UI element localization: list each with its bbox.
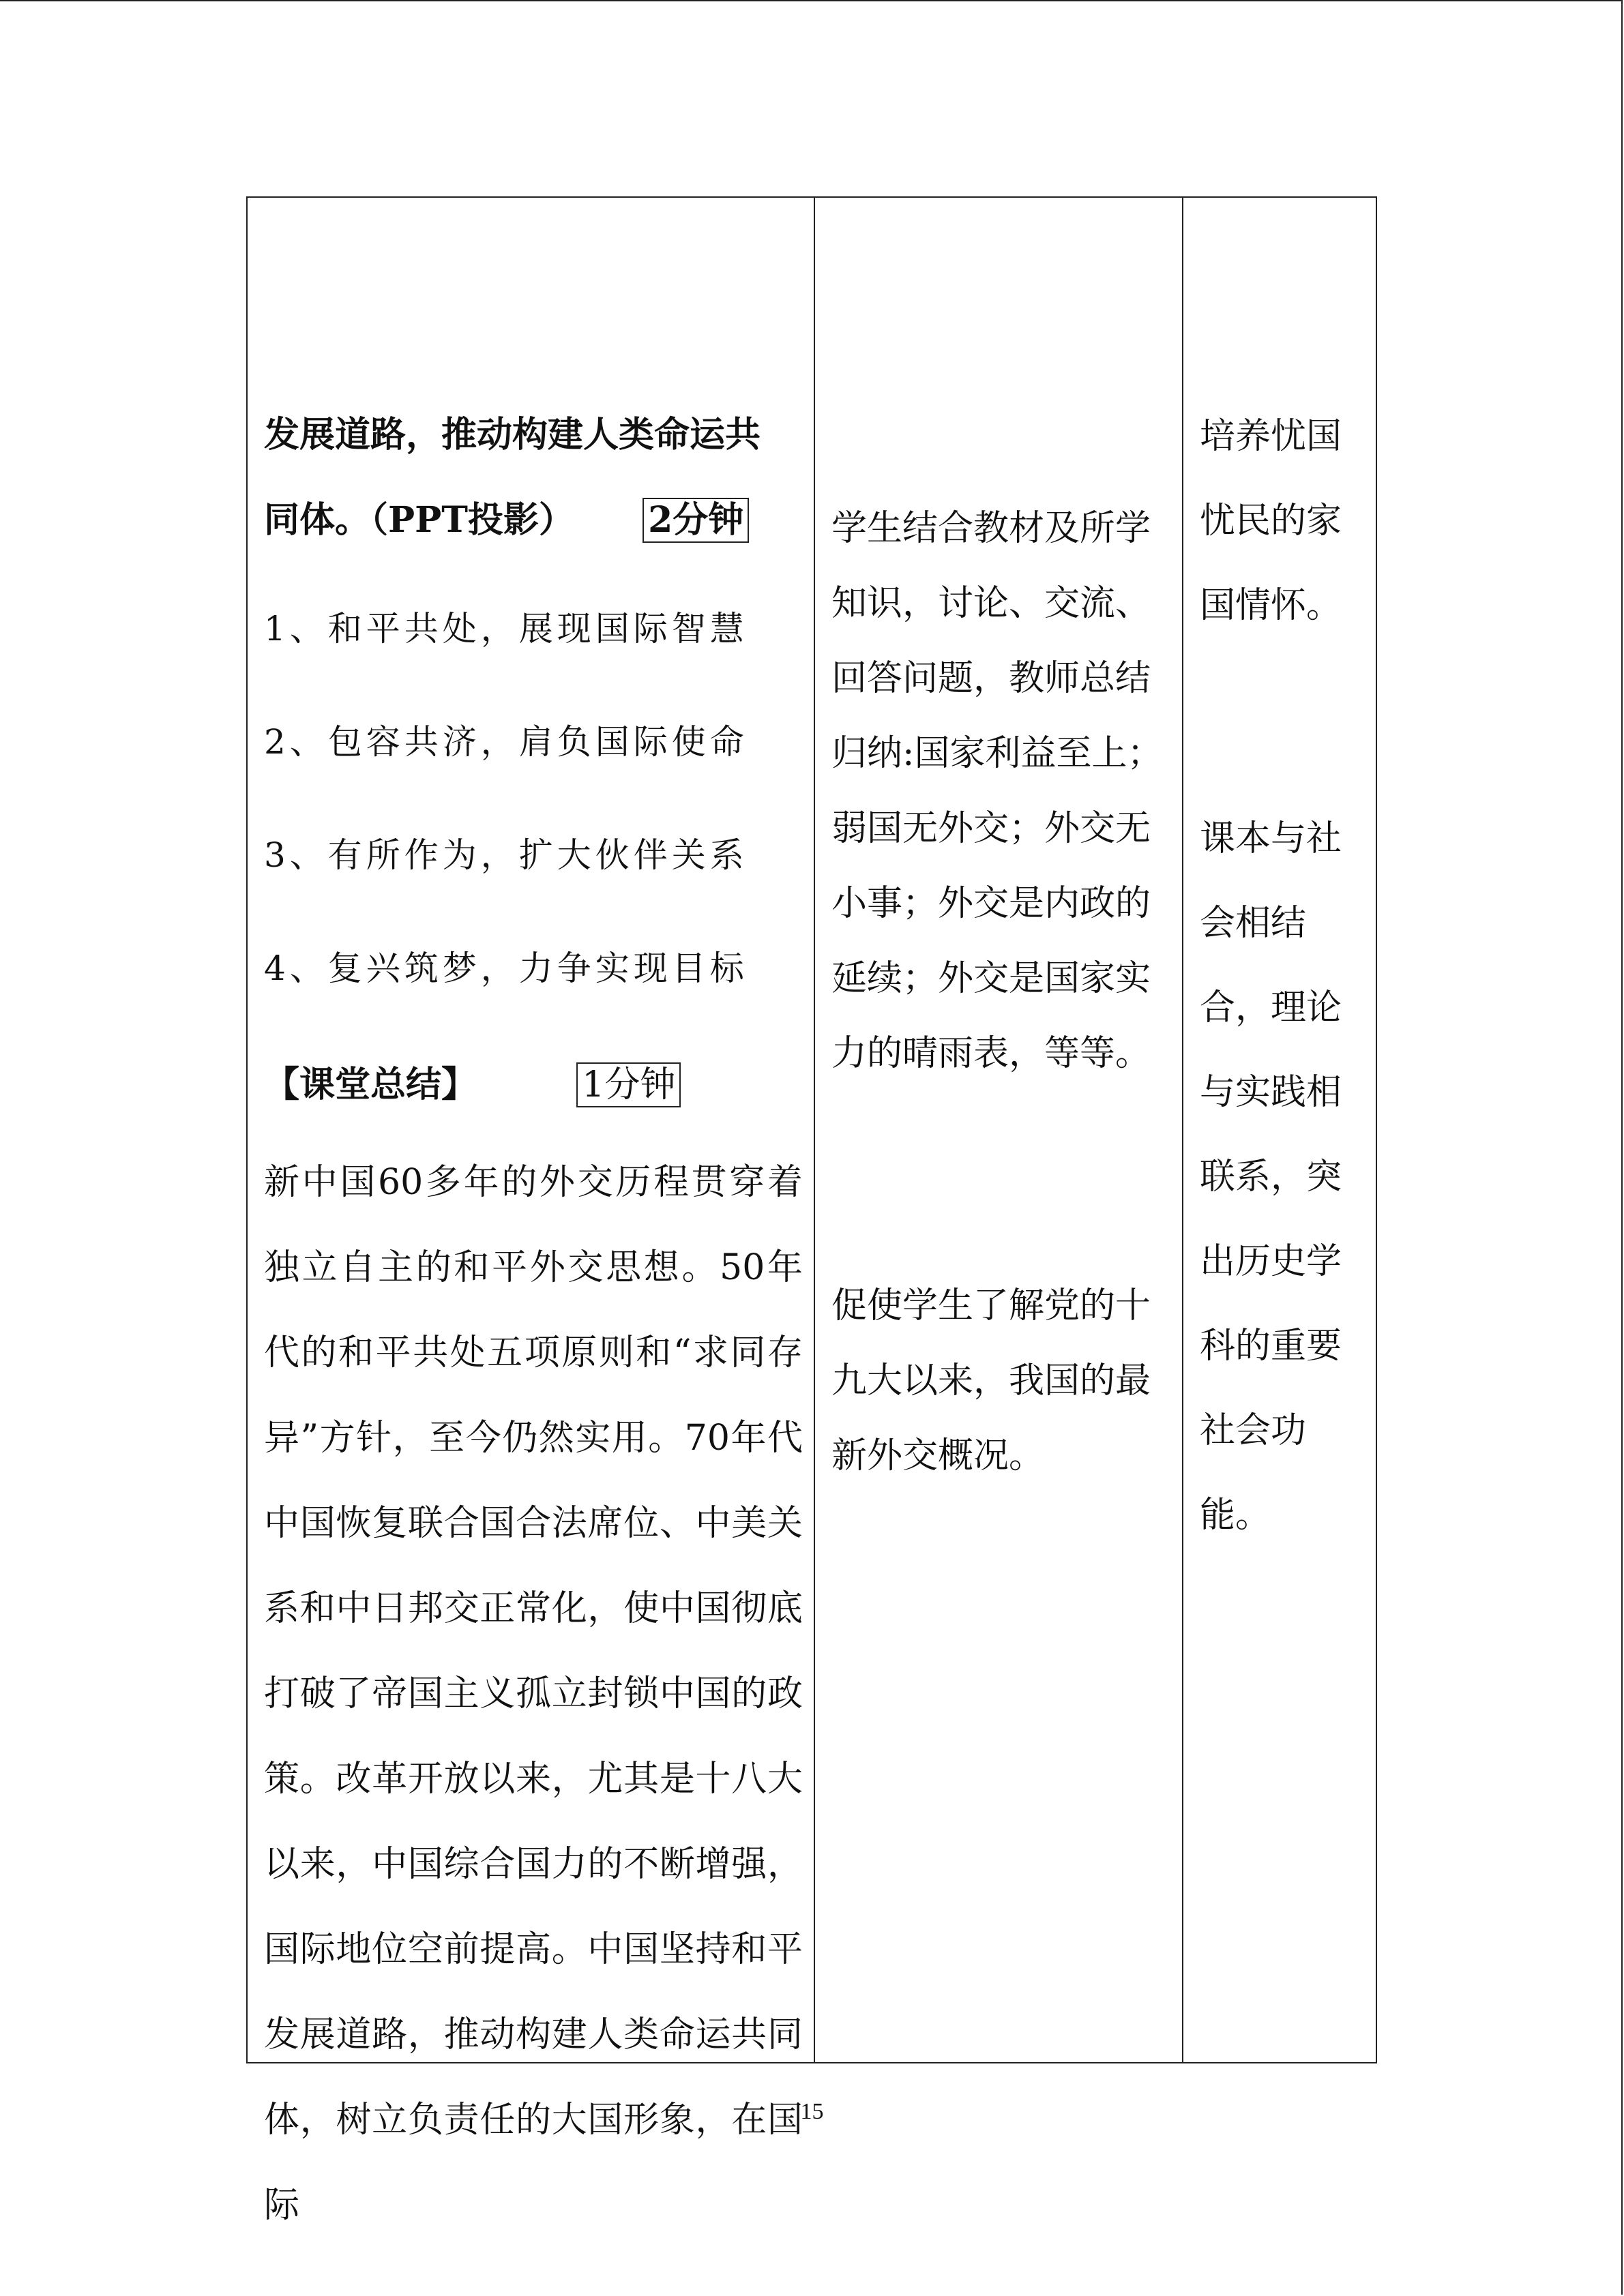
design-purpose-paragraph-2: 课本与社会相结合，理论与实践相联系，突出历史学科的重要社会功能。 bbox=[1200, 818, 1342, 1536]
page-number: 15 bbox=[800, 2099, 824, 2124]
design-purpose-paragraph-1: 培养忧国忧民的家国情怀。 bbox=[1200, 416, 1342, 626]
list-item: 3、有所作为，扩大伙伴关系 bbox=[264, 835, 748, 875]
student-activity-cell bbox=[814, 197, 1183, 2063]
intro-line-1: 发展道路，推动构建人类命运共 bbox=[264, 414, 761, 456]
intro-time-badge: 2分钟 bbox=[643, 498, 749, 543]
summary-heading-line bbox=[264, 1062, 681, 1107]
design-purpose-cell bbox=[1183, 197, 1376, 2063]
table-row bbox=[247, 197, 1376, 2063]
student-activity-paragraph-2: 促使学生了解党的十九大以来，我国的最新外交概况。 bbox=[831, 1285, 1151, 1476]
list-item: 4、复兴筑梦，力争实现目标 bbox=[264, 949, 748, 988]
summary-paragraph: 新中国60多年的外交历程贯穿着独立自主的和平外交思想。50年代的和平共处五项原则和“求同存异”方针，至今仍然实用。70年代中国恢复联合国合法席位、中美关系和中日邦交正常化，使中国彻底打破了帝国主义孤立封锁中国的政策。改革开放以来，尤其是十八大以来，中国综合国力的不断增强，国际地位空前提高。中国坚持和平发展道路，推动构建人类命运共同体，树立负责任的大国形象，在国际 bbox=[264, 1162, 803, 2226]
summary-heading: 【课堂总结】 bbox=[264, 1064, 477, 1105]
intro-line-2 bbox=[264, 498, 749, 543]
intro-text: 同体。（PPT投影） bbox=[264, 499, 574, 541]
list-item: 2、包容共济，肩负国际使命 bbox=[264, 722, 748, 762]
list-item: 1、和平共处，展现国际智慧 bbox=[264, 609, 748, 648]
student-activity-paragraph-1: 学生结合教材及所学知识，讨论、交流、回答问题，教师总结归纳:国家利益至上；弱国无外交；外交无小事；外交是内政的延续；外交是国家实力的晴雨表，等等。 bbox=[831, 508, 1163, 1074]
summary-time-badge: 1分钟 bbox=[576, 1062, 681, 1107]
